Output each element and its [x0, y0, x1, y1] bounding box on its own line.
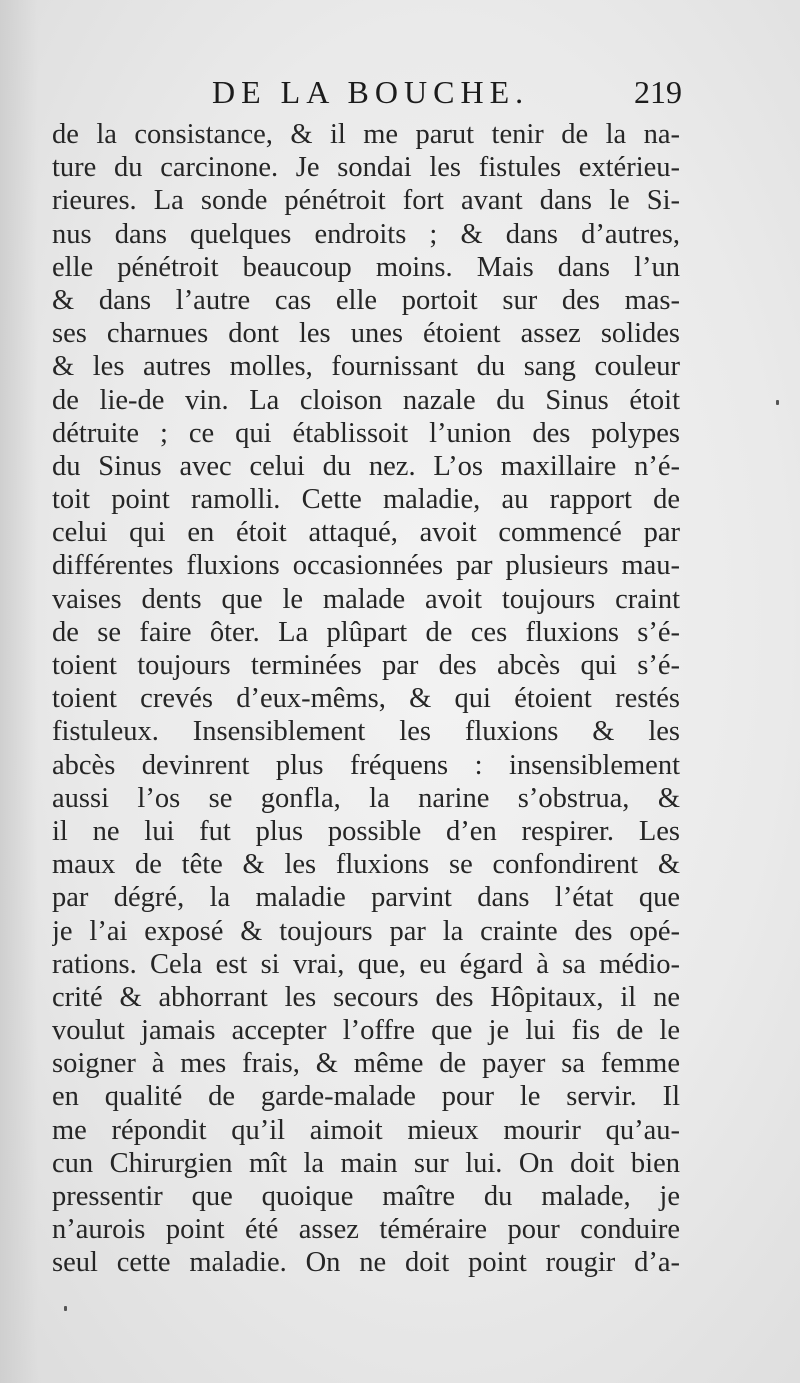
text-line: vaises dents que le malade avoit toujours craint [52, 583, 680, 615]
text-line: celui qui en étoit attaqué, avoit commencé par [52, 517, 680, 549]
ink-speck [64, 1306, 67, 1311]
body-text [52, 118, 680, 1280]
text-line: il ne lui fut plus possible d’en respirer. Les [52, 815, 680, 847]
text-line: maux de tête & les fluxions se confondirent & [52, 849, 680, 881]
ink-speck [776, 400, 779, 405]
text-line: du Sinus avec celui du nez. L’os maxillaire n’é- [52, 450, 680, 482]
text-line: je l’ai exposé & toujours par la crainte des opé- [52, 915, 680, 947]
text-line: en qualité de garde-malade pour le servir. Il [52, 1081, 680, 1113]
text-line: détruite ; ce qui établissoit l’union des polypes [52, 417, 680, 449]
text-line: seul cette maladie. On ne doit point rougir d’a- [52, 1247, 680, 1279]
text-line: crité & abhorrant les secours des Hôpitaux, il ne [52, 981, 680, 1013]
text-line: différentes fluxions occasionnées par plusieurs mau- [52, 550, 680, 582]
gutter-shadow [0, 0, 38, 1383]
text-line: nus dans quelques endroits ; & dans d’autres, [52, 218, 680, 250]
text-line: rations. Cela est si vrai, que, eu égard à sa médio- [52, 948, 680, 980]
text-line: elle pénétroit beaucoup moins. Mais dans l’un [52, 251, 680, 283]
text-line: de se faire ôter. La plûpart de ces fluxions s’é- [52, 616, 680, 648]
text-line: toient toujours terminées par des abcès qui s’é- [52, 650, 680, 681]
text-line: aussi l’os se gonfla, la narine s’obstrua, & [52, 782, 680, 814]
text-line: voulut jamais accepter l’offre que je lui fis de le [52, 1015, 680, 1047]
text-line: & les autres molles, fournissant du sang couleur [52, 351, 680, 383]
text-line: ses charnues dont les unes étoient assez solides [52, 318, 680, 350]
text-line: pressentir que quoique maître du malade, je [52, 1181, 680, 1212]
text-line: me répondit qu’il aimoit mieux mourir qu’au- [52, 1114, 680, 1146]
text-line: & dans l’autre cas elle portoit sur des mas- [52, 284, 680, 316]
text-line: fistuleux. Insensiblement les fluxions & les [52, 716, 680, 748]
text-line: toit point ramolli. Cette maladie, au rapport de [52, 484, 680, 516]
text-line: de la consistance, & il me parut tenir de la na- [52, 119, 680, 150]
text-line: soigner à mes frais, & même de payer sa femme [52, 1048, 680, 1080]
text-line: par dégré, la maladie parvint dans l’état que [52, 882, 680, 914]
text-line: toient crevés d’eux-mêms, & qui étoient restés [52, 683, 680, 715]
text-line: cun Chirurgien mît la main sur lui. On doit bien [52, 1147, 680, 1179]
running-head: DE LA BOUCHE. [212, 74, 530, 110]
text-line: de lie-de vin. La cloison nazale du Sinus étoit [52, 384, 680, 416]
text-line: abcès devinrent plus fréquens : insensiblement [52, 749, 680, 781]
text-line: ture du carcinone. Je sondai les fistules extérieu- [52, 152, 680, 184]
page-header [52, 74, 682, 118]
page-number: 219 [634, 74, 682, 110]
text-line: rieures. La sonde pénétroit fort avant dans le Si- [52, 185, 680, 217]
text-line: n’aurois point été assez téméraire pour conduire [52, 1214, 680, 1246]
